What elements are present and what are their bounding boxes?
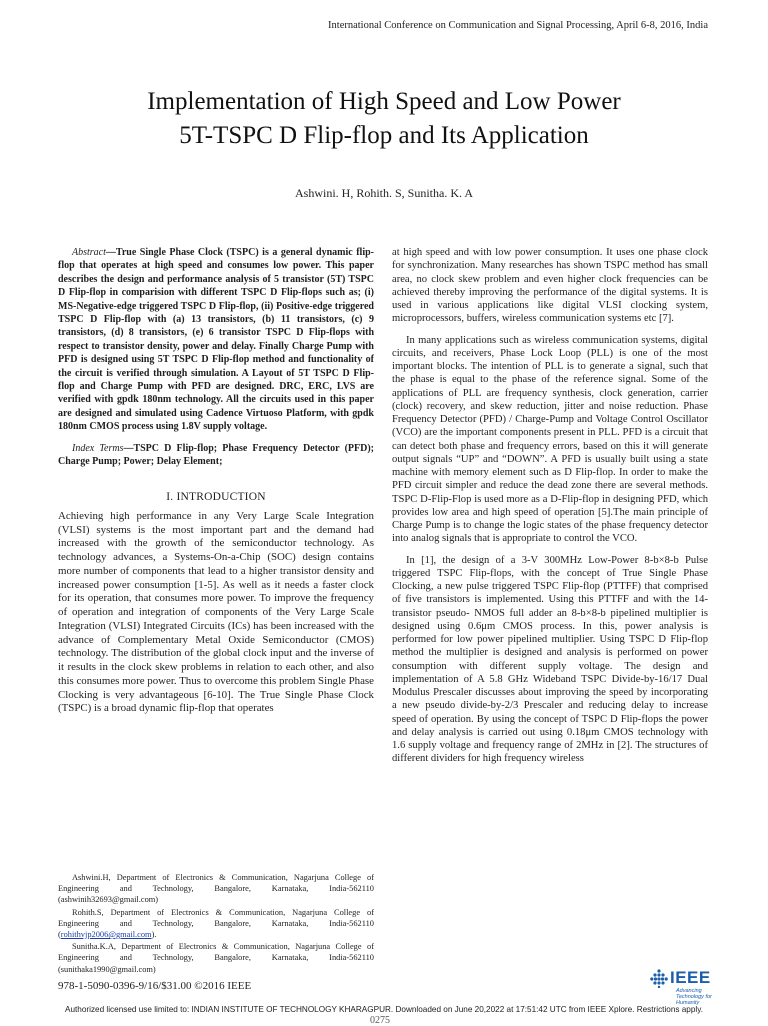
footnote-3: Sunitha.K.A, Department of Electronics & Communication, Nagarjuna College of Engineering and Technology, Bangalore, Karnataka, India-562110 (sunithaka1990@gmail.com) xyxy=(58,942,374,974)
index-terms-dash: — xyxy=(123,442,134,454)
title-line-1: Implementation of High Speed and Low Power xyxy=(147,88,621,115)
intro-paragraph-1: Achieving high performance in any Very Large Scale Integration (VLSI) systems is the most important part and the demand had increased with the growth of the semiconductor technology. As technology advances, a Systems-On-a-Chip (SOC) design contains more number of components that lead to a higher transistor density and increased power consumption [1-5]. As well as it needs a faster clock for its operation, that consumes more power. To improve the frequency of operation and integration of components of the Very Large Scale Integration (VLSI) Integrated Circuits (ICs) has been increased with the advance of Complementary Metal Oxide Semiconductor (CMOS) technology. The distribution of the global clock input and the inverse of it results in the clock skew problems in relation to each other, and also this consumes more power. Thus to overcome this problem Single Phase Clocking is very advantageous [6-10]. The True Single Phase Clock (TSPC) is a broad dynamic flip-flop that operates xyxy=(58,509,374,715)
footnote-2-text: Rohith.S, Department of Electronics & Communication, Nagarjuna College of Engineering and Technology, Bangalore, Karnataka, India-562110 ( xyxy=(58,907,374,940)
ieee-tagline: Advancing Technology for Humanity xyxy=(676,988,712,1006)
abstract-dash: — xyxy=(105,247,116,258)
right-paragraph-2: In many applications such as wireless communication systems, digital circuits, and receivers, Phase Lock Loop (PLL) is one of the most important blocks. The intention of PLL is to generate a signal, such that the phase is equal to the phase of the reference signal. Some of the applications of PLL are frequency synthesis, clock generation, carrier (clock) recovery, and skew reduction, jitter and noise reduction. Phase Frequency Detector (PFD) / Charge-Pump and Voltage Control Oscillator (VCO) are the important components present in PLL. PFD is a circuit that can detect both phase and frequency errors, based on this it will generate output signals “UP” and “DOWN”. A PFD is usually built using a state machine with memory element such as D Flip-flop. In order to make the PFD circuit simpler and reduce the dead zone there are several methods. TSPC D-Flip-Flop is used more as a D-Flip-flop in designing PFD, which provides low area and high speed of operation [5].The main principle of Charge Pump is to change the logic states of the phase frequency detector into analog signals that is appropriate to control the VCO. xyxy=(392,334,708,545)
footnote-2 xyxy=(58,907,374,941)
abstract xyxy=(58,246,374,434)
index-terms-body: TSPC D Flip-flop; Phase Frequency Detector (PFD); Charge Pump; Power; Delay Element; xyxy=(58,442,374,468)
abstract-body: True Single Phase Clock (TSPC) is a general dynamic flip-flop that operates at high speed and consumes low power. This paper describes the design and performance analysis of 5 transistor (5T) TSPC D Flip-flop in comparision with different TSPC D Flip-flops such as; (i) MS-Negative-edge triggered TSPC D Flip-flop, (ii) Positive-edge triggered TSPC D Flip-flop with (a) 13 transistors, (b) 11 transistors, (c) 9 transistors, (d) 8 transistors, (e) 6 transistor TSPC D Flip-flops with respect to transistor density, power and delay. Finally Charge Pump with PFD is designed using 5T TSPC D Flip-flop method and functionality of the circuit is verified through simulation. A Layout of 5T TSPC D Flip-flop and Charge Pump with PFD are designed. DRC, ERC, LVS are verified with gpdk 180nm technology. All the circuits used in this paper are designed and simulated using Cadence Virtuoso Platform, with gpdk 180nm CMOS process using 1.8V supply voltage. xyxy=(58,247,374,433)
ieee-diamond-icon xyxy=(650,968,668,988)
footnote-2-end: ). xyxy=(151,930,157,940)
ieee-wordmark: IEEE xyxy=(670,968,711,987)
right-column xyxy=(392,246,708,774)
author-footnotes xyxy=(58,872,374,976)
paper-title xyxy=(40,85,728,153)
abstract-label: Abstract xyxy=(72,247,106,258)
conference-header: International Conference on Communication and Signal Processing, April 6-8, 2016, India xyxy=(328,20,708,31)
right-paragraph-3: In [1], the design of a 3-V 300MHz Low-Power 8-b×8-b Pulse triggered TSPC Flip-flops, with the concept of True Single Phase Clocking, a new pulse triggered TSPC Flip-flop (PTTFF) that comprised of five transistors is implemented. Using this PTTFF and with the 14-transistor pseudo- NMOS full adder an 8-b×8-b pipelined multiplier is designed using 0.6μm CMOS process. In this, power analysis is performed for low power pipelined multiplier. Using TSPC D Flip-flop method the multiplier is designed and analysis is performed on power consumption with different supply voltage. The design and implementation of A 5.8 GHz Wideband TSPC Divide-by-16/17 Dual Modulus Prescaler discusses about improving the speed by incorporating a new pseudo divide-by-2/3 Prescaler and reducing delay to increase speed of operation. By using the concept of TSPC D Flip-flops the power and delay analysis is carried out using 0.18μm CMOS technology with 1.6 supply voltage and frequency range of 2MHz in [2]. The structures of different dividers for high frequency wireless xyxy=(392,554,708,765)
license-notice: Authorized licensed use limited to: INDIAN INSTITUTE OF TECHNOLOGY KHARAGPUR. Downloaded on June 20,2022 at 17:51:42 UTC from IEEE Xplore. Restrictions apply. xyxy=(65,1005,703,1014)
left-column xyxy=(58,246,374,724)
footnote-1: Ashwini.H, Department of Electronics & Communication, Nagarjuna College of Engineering and Technology, Bangalore, Karnataka, India-562110 (ashwinih32693@gmail.com) xyxy=(58,873,374,905)
isbn-copyright: 978-1-5090-0396-9/16/$31.00 ©2016 IEEE xyxy=(58,980,252,992)
section-heading-introduction: I. INTRODUCTION xyxy=(166,490,266,503)
ieee-logo xyxy=(650,968,730,1008)
right-paragraph-1: at high speed and with low power consumption. It uses one phase clock for synchronization. Many researches has shown TSPC method has small area, no clock skew problem and even higher clock frequencies can be achieved thereby improving the performance of the digital systems. It is used in various applications like digital VLSI clocking system, microprocessors, buffers, wireless communication systems etc [7]. xyxy=(392,247,708,325)
page-number: 0275 xyxy=(370,1015,390,1026)
title-line-2: 5T-TSPC D Flip-flop and Its Application xyxy=(179,122,589,149)
footnote-2-email-link[interactable]: rohithvjp2006@gmail.com xyxy=(60,930,152,940)
index-terms xyxy=(58,442,374,469)
index-terms-label: Index Terms xyxy=(72,442,124,454)
author-list: Ashwini. H, Rohith. S, Sunitha. K. A xyxy=(294,186,474,200)
